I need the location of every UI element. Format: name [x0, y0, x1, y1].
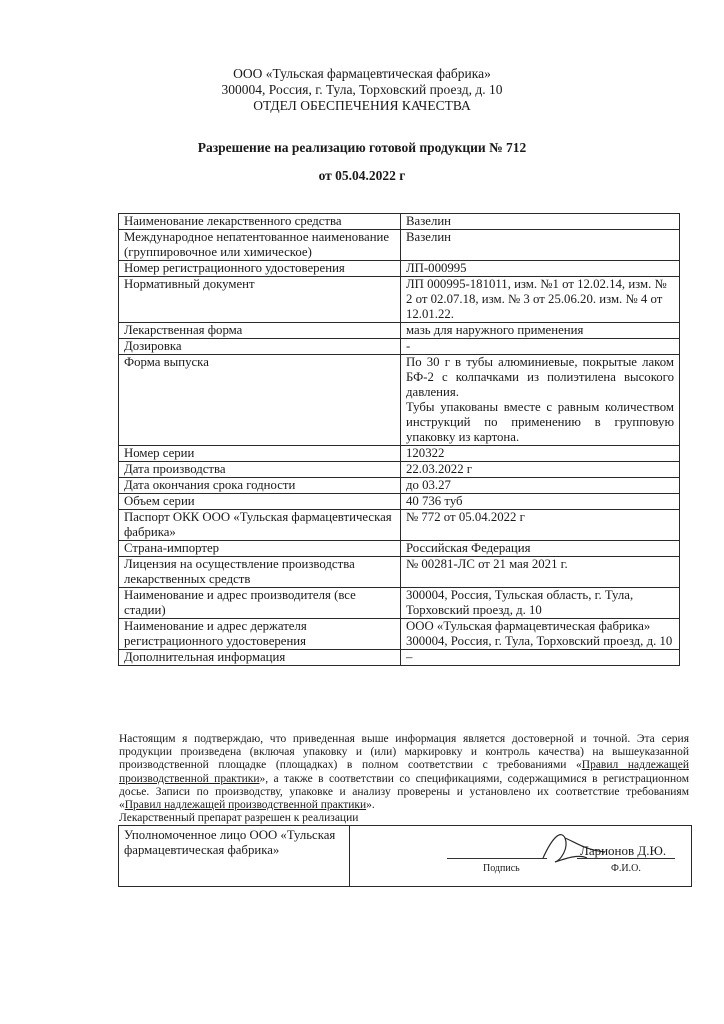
row-label: Объем серии: [119, 494, 401, 510]
org-name: ООО «Тульская фармацевтическая фабрика»: [233, 66, 491, 81]
row-label: Номер регистрационного удостоверения: [119, 261, 401, 277]
row-value: № 772 от 05.04.2022 г: [401, 510, 680, 541]
table-row: [119, 214, 680, 230]
row-value: 120322: [401, 446, 680, 462]
statement-part: Настоящим я подтверждаю, что приведенная выше информация является достоверной и точной. Эта серия продукции произведена (включая упаковку и (или) маркировку и контроль качества) на вышеуказанной производственной площадке (площадках) в полном соответствии с требованиями «: [119, 733, 689, 772]
table-row: [119, 339, 680, 355]
row-value: ООО «Тульская фармацевтическая фабрика» 300004, Россия, г. Тула, Торховский проезд, д. 10: [401, 619, 680, 650]
document-date: от 05.04.2022 г: [318, 168, 406, 183]
row-label: Дата окончания срока годности: [119, 478, 401, 494]
row-label: Страна-импортер: [119, 541, 401, 557]
confirmation-statement: [119, 733, 689, 812]
row-value: -: [401, 339, 680, 355]
row-label: Номер серии: [119, 446, 401, 462]
name-line: [577, 858, 675, 859]
table-row: [119, 230, 680, 261]
row-value-part: Тубы упакованы вместе с равным количеством инструкций по применению в групповую упаковку из картона.: [406, 400, 674, 444]
table-row: [119, 478, 680, 494]
row-value: Вазелин: [401, 214, 680, 230]
table-row: [119, 494, 680, 510]
org-department: ОТДЕЛ ОБЕСПЕЧЕНИЯ КАЧЕСТВА: [253, 98, 471, 113]
row-value: 40 736 туб: [401, 494, 680, 510]
table-row: [119, 261, 680, 277]
approval-line: Лекарственный препарат разрешен к реализации: [119, 812, 359, 824]
table-row: [119, 355, 680, 446]
signature-line: [447, 858, 547, 859]
signer-name: Ларионов Д.Ю.: [580, 843, 667, 858]
row-label: Дополнительная информация: [119, 650, 401, 666]
row-value: мазь для наружного применения: [401, 323, 680, 339]
row-label: Лицензия на осуществление производства лекарственных средств: [119, 557, 401, 588]
gmp-reference: Правил надлежащей производственной практики: [124, 799, 367, 812]
row-label: Дата производства: [119, 462, 401, 478]
authorized-person: Уполномоченное лицо ООО «Тульская фармацевтическая фабрика»: [119, 826, 350, 887]
row-value: [401, 355, 680, 446]
row-label: Наименование и адрес держателя регистрационного удостоверения: [119, 619, 401, 650]
row-value: 300004, Россия, Тульская область, г. Тула, Торховский проезд, д. 10: [401, 588, 680, 619]
org-address: 300004, Россия, г. Тула, Торховский проезд, д. 10: [221, 82, 503, 97]
row-value: до 03.27: [401, 478, 680, 494]
row-label: Наименование и адрес производителя (все стадии): [119, 588, 401, 619]
product-info-table: [118, 213, 680, 666]
row-label: Наименование лекарственного средства: [119, 214, 401, 230]
table-row: [119, 462, 680, 478]
signature-cell: [350, 826, 692, 887]
row-value: ЛП 000995-181011, изм. №1 от 12.02.14, изм. № 2 от 02.07.18, изм. № 3 от 25.06.20. изм. № 4 от 12.01.22.: [401, 277, 680, 323]
statement-part: », а также в соответствии со спецификациями, содержащимися в регистрационном досье. Записи по производству, упаковке и анализу проверены и установлено их соответствие требованиям «: [119, 772, 689, 812]
row-value: Вазелин: [401, 230, 680, 261]
row-value: Российская Федерация: [401, 541, 680, 557]
table-row: [119, 323, 680, 339]
row-label: Форма выпуска: [119, 355, 401, 446]
row-value: № 00281-ЛС от 21 мая 2021 г.: [401, 557, 680, 588]
document-title: Разрешение на реализацию готовой продукции № 712: [197, 140, 527, 155]
row-label: Паспорт ОКК ООО «Тульская фармацевтическая фабрика»: [119, 510, 401, 541]
row-label: Лекарственная форма: [119, 323, 401, 339]
row-label: Нормативный документ: [119, 277, 401, 323]
table-row: [119, 510, 680, 541]
table-row: [119, 277, 680, 323]
organization-header: [0, 66, 724, 114]
name-label: Ф.И.О.: [611, 863, 641, 874]
row-value-part: По 30 г в тубы алюминиевые, покрытые лаком БФ-2 с колпачками из полиэтилена высокого давления.: [406, 355, 674, 399]
row-value: ЛП-000995: [401, 261, 680, 277]
table-row: [119, 650, 680, 666]
statement-part: ».: [366, 799, 375, 812]
row-label: Международное непатентованное наименование (группировочное или химическое): [119, 230, 401, 261]
table-row: [119, 541, 680, 557]
row-value: 22.03.2022 г: [401, 462, 680, 478]
gmp-reference: Правил надлежащей производственной практики: [119, 759, 689, 785]
row-value: –: [401, 650, 680, 666]
table-row: [119, 619, 680, 650]
signature-label: Подпись: [483, 863, 520, 874]
table-row: [119, 588, 680, 619]
signature-table: [118, 825, 692, 887]
table-row: [119, 557, 680, 588]
table-row: [119, 446, 680, 462]
row-label: Дозировка: [119, 339, 401, 355]
